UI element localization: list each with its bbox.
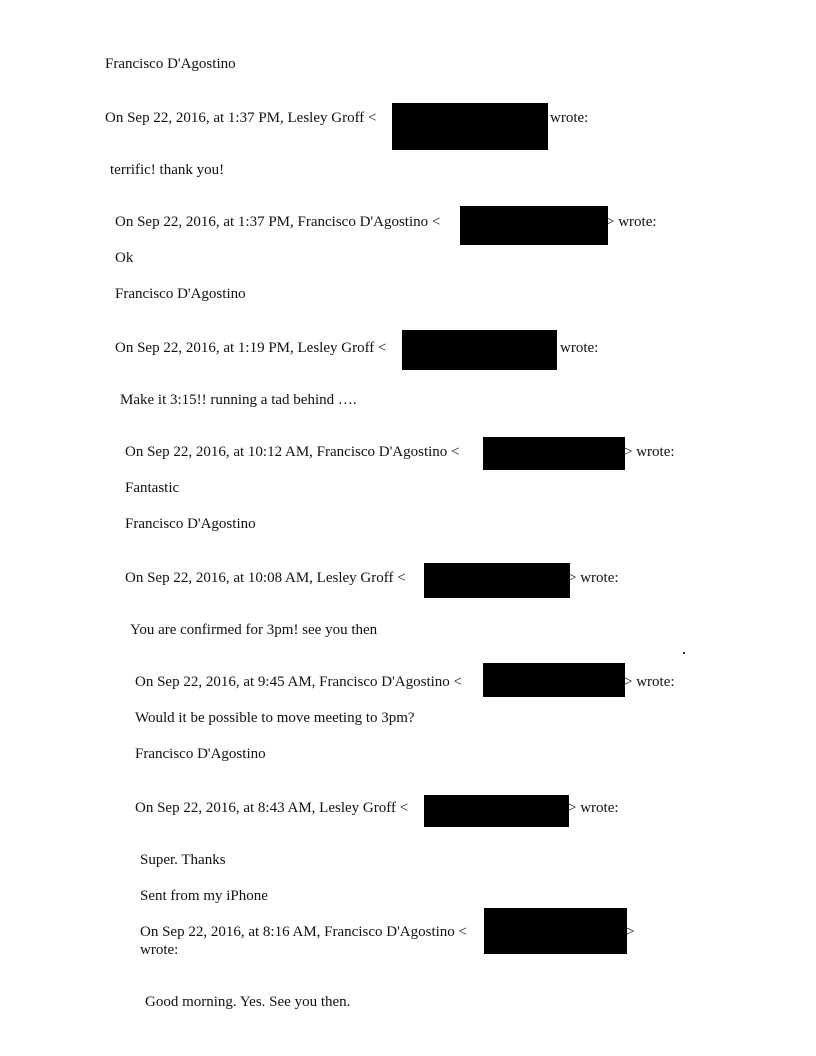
redaction-box: [483, 663, 625, 697]
message-body: You are confirmed for 3pm! see you then: [130, 622, 378, 638]
quote-header-suffix: > wrote:: [624, 444, 675, 460]
quote-header-suffix: wrote:: [560, 340, 599, 356]
quote-header: On Sep 22, 2016, at 1:37 PM, Francisco D'Agostino <: [115, 214, 441, 230]
message-body: Ok: [115, 250, 134, 266]
message-body: Fantastic: [125, 480, 180, 496]
quote-header: On Sep 22, 2016, at 10:08 AM, Lesley Groff <: [125, 570, 406, 586]
device-signature: Sent from my iPhone: [140, 888, 268, 904]
redaction-box: [483, 437, 625, 470]
signature: Francisco D'Agostino: [135, 746, 266, 762]
quote-header-continuation: wrote:: [140, 942, 179, 958]
signature: Francisco D'Agostino: [105, 56, 236, 72]
redaction-box: [392, 103, 548, 150]
quote-header: On Sep 22, 2016, at 1:37 PM, Lesley Groff <: [105, 110, 377, 126]
signature: Francisco D'Agostino: [125, 516, 256, 532]
redaction-box: [460, 206, 608, 245]
quote-header-suffix: wrote:: [550, 110, 589, 126]
scan-speck: [683, 652, 685, 654]
quote-header: On Sep 22, 2016, at 8:16 AM, Francisco D'Agostino <: [140, 924, 467, 940]
quote-header: On Sep 22, 2016, at 10:12 AM, Francisco D'Agostino <: [125, 444, 460, 460]
quote-header: On Sep 22, 2016, at 9:45 AM, Francisco D'Agostino <: [135, 674, 462, 690]
message-body: Super. Thanks: [140, 852, 226, 868]
quote-header: On Sep 22, 2016, at 8:43 AM, Lesley Groff <: [135, 800, 409, 816]
redaction-box: [402, 330, 557, 370]
redaction-box: [424, 563, 570, 598]
quote-header-suffix: > wrote:: [606, 214, 657, 230]
quote-header-suffix: > wrote:: [568, 570, 619, 586]
message-body: Would it be possible to move meeting to 3pm?: [135, 710, 415, 726]
message-body: Make it 3:15!! running a tad behind ….: [120, 392, 357, 408]
quote-header-suffix: > wrote:: [624, 674, 675, 690]
message-body: Good morning. Yes. See you then.: [145, 994, 351, 1010]
signature: Francisco D'Agostino: [115, 286, 246, 302]
quote-header-suffix: > wrote:: [568, 800, 619, 816]
redaction-box: [424, 795, 569, 827]
quote-header-suffix: >: [626, 924, 635, 940]
message-body: terrific! thank you!: [110, 162, 225, 178]
redaction-box: [484, 908, 627, 954]
quote-header: On Sep 22, 2016, at 1:19 PM, Lesley Groff <: [115, 340, 387, 356]
